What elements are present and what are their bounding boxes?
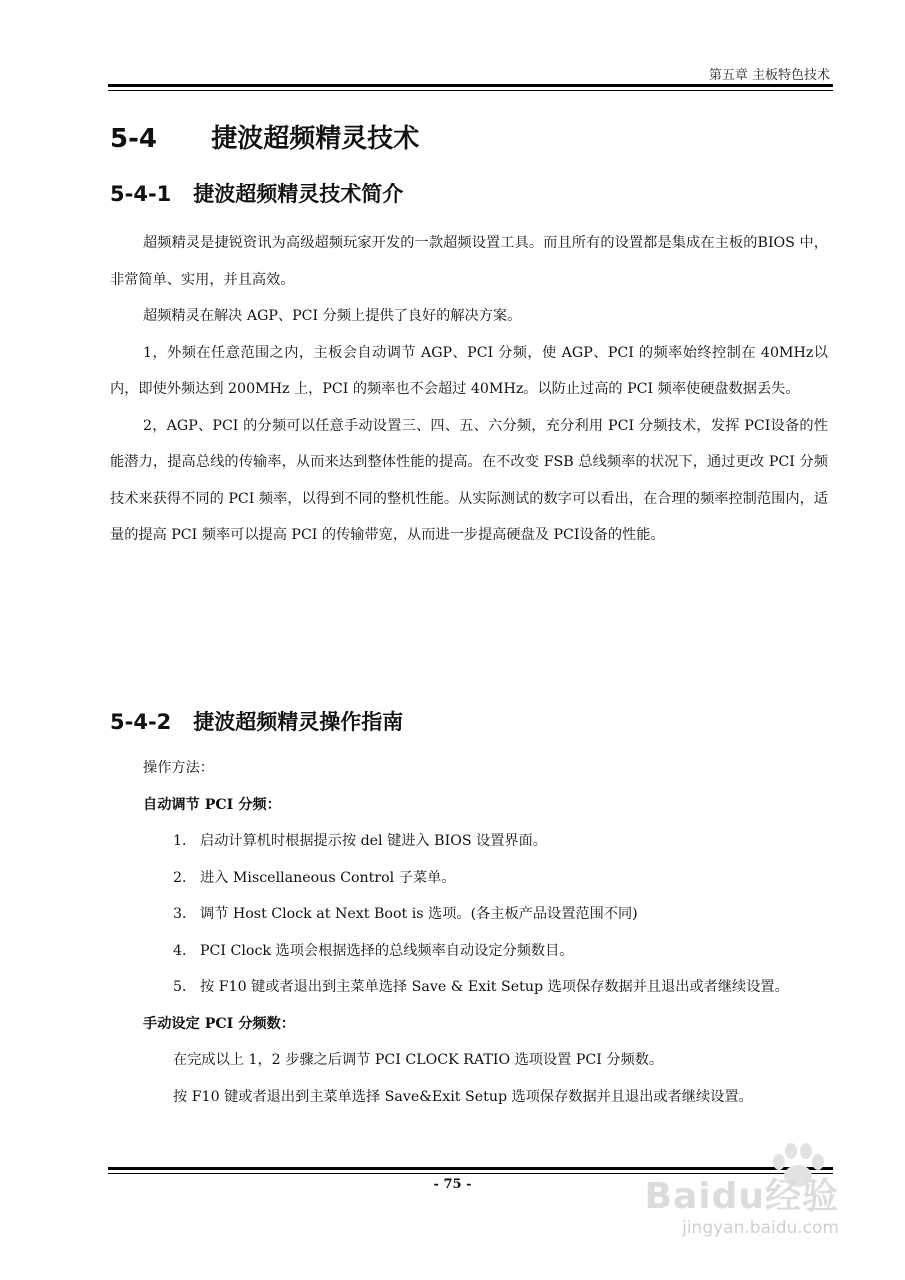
paragraph: 超频精灵是捷锐资讯为高级超频玩家开发的一款超频设置工具。而且所有的设置都是集成在主板的BIOS 中，非常简单、实用，并且高效。 [110, 235, 828, 288]
list-item [110, 860, 828, 897]
manual-line: 在完成以上 1，2 步骤之后调节 PCI CLOCK RATIO 选项设置 PCI 分频数。 [173, 1052, 664, 1068]
step-text: 启动计算机时根据提示按 del 键进入 BIOS 设置界面。 [200, 833, 547, 849]
list-item [110, 823, 828, 860]
step-text: PCI Clock 选项会根据选择的总线频率自动设定分频数目。 [200, 942, 574, 959]
step-number: 3． [173, 906, 197, 922]
step-number: 1． [173, 833, 197, 849]
auto-heading: 自动调节 PCI 分频： [143, 796, 281, 813]
list-item [110, 933, 828, 970]
guide-body [110, 750, 828, 1115]
watermark-logo: Baidu经验 [644, 1176, 839, 1217]
baidu-watermark [623, 1140, 843, 1250]
manual-line: 按 F10 键或者退出到主菜单选择 Save&Exit Setup 选项保存数据并且退出或者继续设置。 [173, 1088, 753, 1105]
page-number: - 75 - [433, 1177, 472, 1192]
section-title: 5-4 捷波超频精灵技术 [110, 124, 420, 154]
subsection-title-guide: 5-4-2 捷波超频精灵操作指南 [110, 710, 404, 734]
paragraph: 超频精灵在解决 AGP、PCI 分频上提供了良好的解决方案。 [143, 308, 522, 324]
step-text: 按 F10 键或者退出到主菜单选择 Save & Exit Setup 选项保存数据并且退出或者继续设置。 [200, 979, 789, 995]
header-rule [108, 84, 833, 87]
steps-list [110, 823, 828, 1006]
step-text: 进入 Miscellaneous Control 子菜单。 [200, 869, 456, 886]
manual-steps [110, 1042, 828, 1115]
step-number: 4． [173, 942, 197, 959]
intro-body [110, 225, 828, 554]
paragraph: 2，AGP、PCI 的分频可以任意手动设置三、四、五、六分频，充分利用 PCI 分频技术，发挥 PCI设备的性能潜力，提高总线的传输率，从而来达到整体性能的提高。在不改变 FSB 总线频率的状况下，通过更改 PCI 分频技术来获得不同的 PCI 频率，以得到不同的整机性能。从实际测试的数字可以看出，在合理的频率控制范围内，适量的提高 PCI 频率可以提高 PCI 的传输带宽，从而进一步提高硬盘及 PCI设备的性能。 [110, 417, 828, 543]
running-header: 第五章 主板特色技术 [708, 68, 830, 83]
subsection-title-intro: 5-4-1 捷波超频精灵技术简介 [110, 182, 404, 206]
paragraph: 1，外频在任意范围之内，主板会自动调节 AGP、PCI 分频，使 AGP、PCI 的频率始终控制在 40MHz以内，即使外频达到 200MHz 上，PCI 的频率也不会超过 40MHz。以防止过高的 PCI 频率使硬盘数据丢失。 [110, 344, 828, 397]
header-rule-thin [108, 90, 833, 91]
watermark-url: jingyan.baidu.com [682, 1218, 839, 1238]
step-number: 2． [173, 869, 197, 886]
method-label: 操作方法： [143, 760, 214, 776]
list-item [110, 969, 828, 1006]
list-item [110, 896, 828, 933]
step-text: 调节 Host Clock at Next Boot is 选项。(各主板产品设置范围不同) [200, 906, 638, 922]
step-number: 5． [173, 979, 197, 995]
manual-heading: 手动设定 PCI 分频数： [143, 1015, 295, 1032]
